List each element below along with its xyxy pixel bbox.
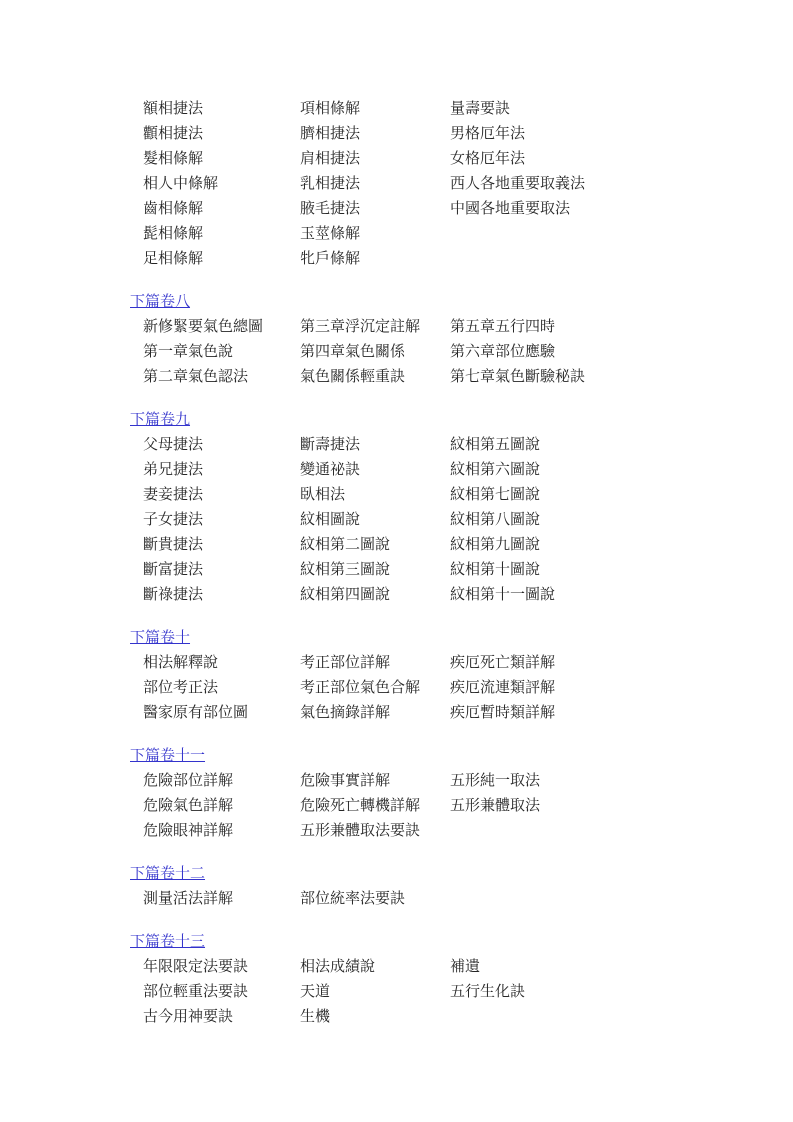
toc-row [143,197,793,222]
section-heading [130,408,793,433]
toc-entry: 疾厄暫時類詳解 [450,705,556,721]
toc-entry: 項相條解 [300,101,361,117]
toc-entry: 年限限定法要訣 [143,959,249,975]
toc-row [143,122,793,147]
toc-entry: 變通祕訣 [300,462,361,478]
toc-entry: 肩相捷法 [300,151,361,167]
toc-entry: 五形兼體取法 [450,798,541,814]
toc-entry: 西人各地重要取義法 [450,176,586,192]
toc-entry: 相法成績說 [300,959,376,975]
toc-entry: 氣色摘錄詳解 [300,705,391,721]
toc-entry [450,1005,793,1030]
toc-row [143,651,793,676]
toc-entry [450,247,793,272]
toc-entry: 妻妾捷法 [143,487,204,503]
section-link[interactable]: 下篇卷十 [130,630,191,646]
toc-row [143,483,793,508]
toc-entry: 五形純一取法 [450,773,541,789]
toc-row [143,533,793,558]
toc-entry: 斷富捷法 [143,562,204,578]
toc-row [143,315,793,340]
toc-entry: 紋相第五圖說 [450,437,541,453]
toc-entry: 量壽要訣 [450,101,511,117]
toc-entry: 補遺 [450,959,481,975]
section-link[interactable]: 下篇卷十二 [130,866,206,882]
toc-entry: 男格厄年法 [450,126,526,142]
toc-entry: 第七章氣色斷驗秘訣 [450,369,586,385]
toc-row [143,1005,793,1030]
toc-entry: 斷祿捷法 [143,587,204,603]
section-link[interactable]: 下篇卷十三 [130,934,206,950]
toc-entry: 女格厄年法 [450,151,526,167]
toc-row [143,433,793,458]
toc-entry: 第六章部位應驗 [450,344,556,360]
toc-section [0,626,793,726]
toc-entry: 玉莖條解 [300,226,361,242]
toc-row [143,819,793,844]
toc-entry: 考正部位氣色合解 [300,680,421,696]
toc-row [143,222,793,247]
section-heading [130,862,793,887]
toc-entry: 第三章浮沉定註解 [300,319,421,335]
toc-section [0,408,793,608]
toc-entry: 疾厄流連類評解 [450,680,556,696]
toc-row [143,458,793,483]
toc-entry: 額相捷法 [143,101,204,117]
toc-row [143,955,793,980]
toc-entry: 斷壽捷法 [300,437,361,453]
toc-entry: 古今用神要訣 [143,1009,234,1025]
toc-entry: 第四章氣色關係 [300,344,406,360]
toc-entry [450,222,793,247]
toc-entry: 考正部位詳解 [300,655,391,671]
section-heading [130,930,793,955]
toc-entry: 醫家原有部位圖 [143,705,249,721]
section-heading [130,290,793,315]
toc-entry: 生機 [300,1009,331,1025]
toc-entry: 足相條解 [143,251,204,267]
toc-row [143,701,793,726]
toc-entry: 五形兼體取法要訣 [300,823,421,839]
toc-entry: 紋相第七圖說 [450,487,541,503]
toc-section [0,862,793,912]
toc-entry: 髭相條解 [143,226,204,242]
toc-entry: 紋相第三圖說 [300,562,391,578]
toc-entry: 危險眼神詳解 [143,823,234,839]
toc-entry: 危險事實詳解 [300,773,391,789]
toc-row [143,340,793,365]
toc-entry: 髮相條解 [143,151,204,167]
toc-row [143,769,793,794]
toc-entry: 第二章氣色認法 [143,369,249,385]
toc-entry: 部位輕重法要訣 [143,984,249,1000]
toc-entry: 紋相第八圖說 [450,512,541,528]
section-link[interactable]: 下篇卷八 [130,294,191,310]
toc-entry: 危險氣色詳解 [143,798,234,814]
toc-entry: 危險死亡轉機詳解 [300,798,421,814]
section-heading [130,626,793,651]
toc-entry: 中國各地重要取法 [450,201,571,217]
toc-section [0,97,793,272]
toc-row [143,887,793,912]
toc-entry: 五行生化訣 [450,984,526,1000]
toc-row [143,172,793,197]
toc-entry: 紋相第六圖說 [450,462,541,478]
toc-row [143,583,793,608]
toc-entry: 紋相第十圖說 [450,562,541,578]
toc-entry: 臍相捷法 [300,126,361,142]
toc-section [0,930,793,1030]
toc-row [143,676,793,701]
toc-entry: 紋相第二圖說 [300,537,391,553]
toc-row [143,794,793,819]
toc-entry: 紋相第九圖說 [450,537,541,553]
toc-entry: 氣色關係輕重訣 [300,369,406,385]
toc-entry: 紋相圖說 [300,512,361,528]
toc-entry: 疾厄死亡類詳解 [450,655,556,671]
section-link[interactable]: 下篇卷九 [130,412,191,428]
toc-entry [450,819,793,844]
toc-section [0,744,793,844]
toc-entry: 測量活法詳解 [143,891,234,907]
toc-row [143,558,793,583]
toc-entry: 部位統率法要訣 [300,891,406,907]
toc-row [143,365,793,390]
toc-row [143,247,793,272]
toc-entry: 齒相條解 [143,201,204,217]
toc-row [143,97,793,122]
toc-entry: 天道 [300,984,331,1000]
toc-entry: 顴相捷法 [143,126,204,142]
toc-entry: 危險部位詳解 [143,773,234,789]
toc-entry: 斷貴捷法 [143,537,204,553]
toc-entry: 弟兄捷法 [143,462,204,478]
toc-entry: 紋相第四圖說 [300,587,391,603]
toc-entry: 臥相法 [300,487,346,503]
toc-entry [450,887,793,912]
toc-entry: 父母捷法 [143,437,204,453]
toc-entry: 第一章氣色說 [143,344,234,360]
toc-row [143,980,793,1005]
toc-entry: 紋相第十一圖說 [450,587,556,603]
toc-row [143,147,793,172]
toc-entry: 第五章五行四時 [450,319,556,335]
toc-entry: 子女捷法 [143,512,204,528]
toc-entry: 相法解釋說 [143,655,219,671]
toc-entry: 乳相捷法 [300,176,361,192]
toc-entry: 牝戶條解 [300,251,361,267]
toc-entry: 腋毛捷法 [300,201,361,217]
toc-row [143,508,793,533]
toc-section [0,290,793,390]
section-link[interactable]: 下篇卷十一 [130,748,206,764]
toc-entry: 新修緊要氣色總圖 [143,319,264,335]
section-heading [130,744,793,769]
toc-entry: 部位考正法 [143,680,219,696]
toc-entry: 相人中條解 [143,176,219,192]
